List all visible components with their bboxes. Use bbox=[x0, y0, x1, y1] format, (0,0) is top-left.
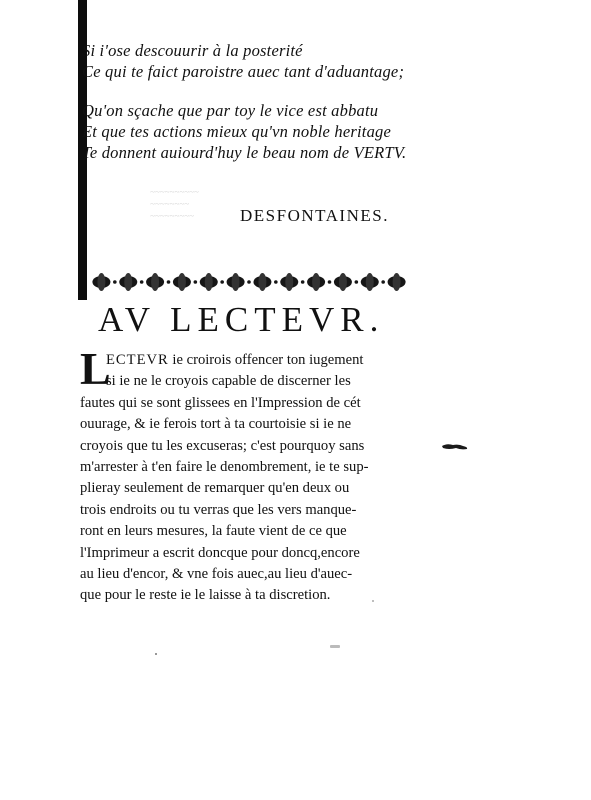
fleuron-icon bbox=[307, 273, 331, 291]
first-word: ECTEVR bbox=[106, 352, 169, 368]
verse-line: Si i'ose descouurir à la posterité bbox=[82, 41, 303, 60]
paper-speck bbox=[330, 645, 340, 648]
author-signature: DESFONTAINES. bbox=[240, 206, 389, 225]
ornamental-divider bbox=[88, 271, 410, 293]
dedication-verse bbox=[82, 40, 442, 163]
body-line: si ie ne le croyois capable de discerner les bbox=[106, 373, 351, 390]
body-line: m'arrester à t'en faire le denombrement, ie te sup- bbox=[80, 459, 369, 476]
heading-period: . bbox=[369, 300, 379, 339]
fleuron-icon bbox=[227, 273, 251, 291]
body-line: plieray seulement de remarquer qu'en deux ou bbox=[80, 480, 350, 497]
fleuron-icon bbox=[280, 273, 304, 291]
body-line: ECTEVR ie croirois offencer ton iugement bbox=[106, 352, 364, 368]
fleuron-icon bbox=[173, 273, 197, 291]
body-line: fautes qui se sont glissees en l'Impression de cét bbox=[80, 394, 361, 411]
body-line: ront en leurs mesures, la faute vient de ce que bbox=[80, 523, 347, 540]
preface-body bbox=[80, 343, 420, 607]
paper-speck bbox=[372, 600, 374, 602]
body-line: croyois que tu les excuseras; c'est pourquoy sans bbox=[80, 437, 365, 454]
fleuron-icon bbox=[146, 273, 170, 291]
fleuron-icon bbox=[388, 273, 406, 291]
body-line: ouurage, & ie ferois tort à ta courtoisie si ie ne bbox=[80, 416, 352, 433]
body-line: l'Imprimeur a escrit doncque pour doncq,encore bbox=[80, 544, 360, 561]
body-line: que pour le reste ie le laisse à ta discretion. bbox=[80, 587, 331, 604]
heading-text: AV LECTEVR bbox=[98, 300, 370, 339]
verse-line: Et que tes actions mieux qu'vn noble heritage bbox=[82, 122, 391, 141]
ink-blot bbox=[441, 443, 469, 451]
fleuron-icon bbox=[253, 273, 277, 291]
fleuron-icon bbox=[92, 273, 116, 291]
fleuron-icon bbox=[200, 273, 224, 291]
paper-speck bbox=[155, 653, 157, 655]
verse-line: Te donnent auiourd'huy le beau nom de VERTV. bbox=[82, 143, 407, 162]
verse-line: Qu'on sçache que par toy le vice est abbatu bbox=[82, 101, 379, 120]
fleuron-icon bbox=[334, 273, 358, 291]
fleuron-icon bbox=[119, 273, 143, 291]
body-line: trois endroits ou tu verras que les vers manque- bbox=[80, 501, 357, 518]
section-heading bbox=[98, 300, 378, 340]
verse-line: Ce qui te faict paroistre auec tant d'aduantage; bbox=[82, 62, 405, 81]
fleuron-row bbox=[92, 273, 405, 291]
bleed-through-text: ~~~~~~~~~~ ~~~~~~~~ ~~~~~~~~~ bbox=[150, 187, 199, 221]
drop-cap: L bbox=[80, 343, 111, 394]
body-line: au lieu d'encor, & vne fois auec,au lieu d'auec- bbox=[80, 566, 353, 583]
fleuron-icon bbox=[361, 273, 385, 291]
